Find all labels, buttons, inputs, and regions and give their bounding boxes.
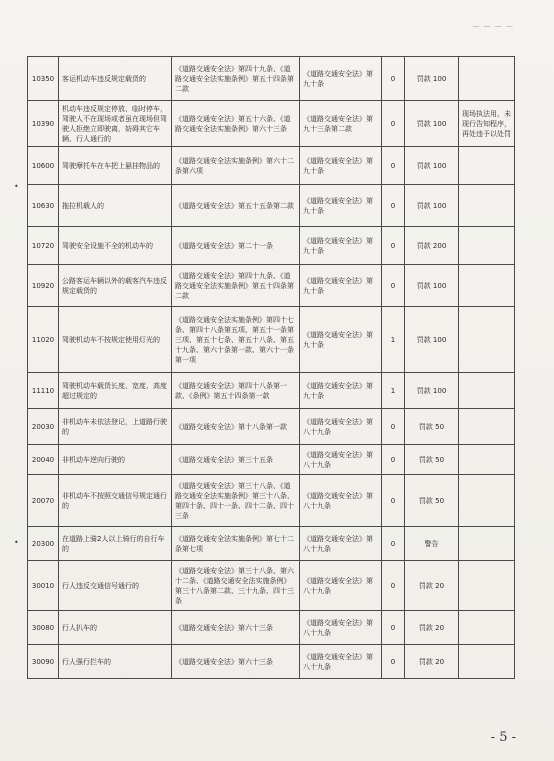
demerit-points: 0 [382, 265, 405, 307]
penalty-basis: 《道路交通安全法》第八十九条 [300, 645, 382, 679]
remark [459, 527, 515, 561]
fine-amount: 罚款 20 [405, 645, 459, 679]
violation-description: 行人扒车的 [59, 611, 172, 645]
penalty-basis: 《道路交通安全法》第九十条 [300, 307, 382, 373]
fine-amount: 罚款 100 [405, 265, 459, 307]
legal-provision: 《道路交通安全法》第六十三条 [172, 645, 300, 679]
violation-code: 10350 [28, 57, 59, 101]
remark [459, 57, 515, 101]
header-scribble: — — — — [472, 22, 514, 30]
fine-amount: 罚款 50 [405, 475, 459, 527]
legal-provision: 《道路交通安全法》第四十九条、《道路交通安全法实施条例》第五十四条第二款 [172, 57, 300, 101]
table-row [28, 645, 515, 679]
legal-provision: 《道路交通安全法》第五十六条、《道路交通安全法实施条例》第六十三条 [172, 101, 300, 147]
violation-description: 驾驶安全设施不全的机动车的 [59, 227, 172, 265]
violation-description: 非机动车未依法登记，上道路行驶的 [59, 409, 172, 445]
legal-provision: 《道路交通安全法实施条例》第四十七条、第四十八条第五项、第五十一条第三项、第五十七条、第五十八条、第五十九条、第六十条第一款、第六十一条第一项 [172, 307, 300, 373]
violations-table [27, 56, 515, 679]
violation-code: 10630 [28, 185, 59, 227]
violation-description: 驾驶摩托车在车把上悬挂物品的 [59, 147, 172, 185]
demerit-points: 1 [382, 307, 405, 373]
fine-amount: 罚款 100 [405, 307, 459, 373]
violation-code: 30080 [28, 611, 59, 645]
violation-description: 行人强行拦车的 [59, 645, 172, 679]
penalty-basis: 《道路交通安全法》第八十九条 [300, 611, 382, 645]
margin-mark: • [14, 538, 19, 547]
table-row [28, 147, 515, 185]
legal-provision: 《道路交通安全法》第二十一条 [172, 227, 300, 265]
penalty-basis: 《道路交通安全法》第八十九条 [300, 445, 382, 475]
remark [459, 561, 515, 611]
legal-provision: 《道路交通安全法》第四十八条第一款、《条例》第五十四条第一款 [172, 373, 300, 409]
fine-amount: 罚款 200 [405, 227, 459, 265]
fine-amount: 警告 [405, 527, 459, 561]
demerit-points: 0 [382, 57, 405, 101]
remark [459, 373, 515, 409]
penalty-basis: 《道路交通安全法》第九十条 [300, 265, 382, 307]
violation-code: 20030 [28, 409, 59, 445]
fine-amount: 罚款 20 [405, 561, 459, 611]
violation-description: 非机动车不按照交通信号规定通行的 [59, 475, 172, 527]
penalty-basis: 《道路交通安全法》第九十三条第二款 [300, 101, 382, 147]
violation-code: 30090 [28, 645, 59, 679]
table-row [28, 527, 515, 561]
remark [459, 645, 515, 679]
remark [459, 265, 515, 307]
legal-provision: 《道路交通安全法》第六十三条 [172, 611, 300, 645]
legal-provision: 《道路交通安全法》第三十八条、第六十二条、《道路交通安全法实施条例》第三十八条第二款、三十九条、四十三条 [172, 561, 300, 611]
penalty-basis: 《道路交通安全法》第八十九条 [300, 527, 382, 561]
demerit-points: 0 [382, 101, 405, 147]
table-row [28, 101, 515, 147]
margin-mark: • [14, 182, 19, 191]
violation-description: 在道路上骑2人以上骑行的自行车的 [59, 527, 172, 561]
fine-amount: 罚款 100 [405, 147, 459, 185]
demerit-points: 0 [382, 611, 405, 645]
legal-provision: 《道路交通安全法》第十八条第一款 [172, 409, 300, 445]
violation-description: 驾驶机动车不按规定使用灯光的 [59, 307, 172, 373]
violation-code: 11020 [28, 307, 59, 373]
violation-description: 机动车违反规定停放、临时停车，驾驶人不在现场或者虽在现场但驾驶人拒绝立即驶离，妨碍其它车辆、行人通行的 [59, 101, 172, 147]
violation-description: 非机动车逆向行驶的 [59, 445, 172, 475]
remark [459, 475, 515, 527]
table-row [28, 307, 515, 373]
legal-provision: 《道路交通安全法》第四十九条、《道路交通安全法实施条例》第五十四条第二款 [172, 265, 300, 307]
legal-provision: 《道路交通安全法》第三十八条、《道路交通安全法实施条例》第三十八条、第四十条、四十一条、四十二条、四十三条 [172, 475, 300, 527]
violation-code: 10920 [28, 265, 59, 307]
violation-code: 20040 [28, 445, 59, 475]
demerit-points: 0 [382, 227, 405, 265]
demerit-points: 0 [382, 527, 405, 561]
table-row [28, 227, 515, 265]
penalty-basis: 《道路交通安全法》第九十条 [300, 185, 382, 227]
violation-description: 拖拉机载人的 [59, 185, 172, 227]
penalty-basis: 《道路交通安全法》第九十条 [300, 147, 382, 185]
legal-provision: 《道路交通安全法实施条例》第六十二条第六项 [172, 147, 300, 185]
table-row [28, 475, 515, 527]
penalty-basis: 《道路交通安全法》第八十九条 [300, 409, 382, 445]
fine-amount: 罚款 100 [405, 185, 459, 227]
table-row [28, 611, 515, 645]
demerit-points: 0 [382, 645, 405, 679]
table-row [28, 57, 515, 101]
remark [459, 307, 515, 373]
remark [459, 185, 515, 227]
demerit-points: 0 [382, 445, 405, 475]
table-row [28, 185, 515, 227]
penalty-basis: 《道路交通安全法》第八十九条 [300, 475, 382, 527]
penalty-basis: 《道路交通安全法》第九十条 [300, 373, 382, 409]
remark [459, 445, 515, 475]
legal-provision: 《道路交通安全法》第三十五条 [172, 445, 300, 475]
demerit-points: 0 [382, 185, 405, 227]
remark [459, 147, 515, 185]
fine-amount: 罚款 100 [405, 101, 459, 147]
demerit-points: 0 [382, 561, 405, 611]
violation-description: 行人违反交通信号通行的 [59, 561, 172, 611]
table-row [28, 409, 515, 445]
fine-amount: 罚款 50 [405, 409, 459, 445]
legal-provision: 《道路交通安全法》第五十五条第二款 [172, 185, 300, 227]
violation-code: 10600 [28, 147, 59, 185]
table-row [28, 445, 515, 475]
penalty-basis: 《道路交通安全法》第九十条 [300, 57, 382, 101]
table-row [28, 373, 515, 409]
violation-code: 10720 [28, 227, 59, 265]
demerit-points: 0 [382, 147, 405, 185]
demerit-points: 0 [382, 475, 405, 527]
demerit-points: 0 [382, 409, 405, 445]
page-number: - 5 - [490, 730, 516, 745]
remark [459, 611, 515, 645]
penalty-basis: 《道路交通安全法》第九十条 [300, 227, 382, 265]
violation-code: 20070 [28, 475, 59, 527]
penalty-basis: 《道路交通安全法》第八十九条 [300, 561, 382, 611]
table-row [28, 561, 515, 611]
table-row [28, 265, 515, 307]
violation-code: 20300 [28, 527, 59, 561]
violation-description: 客运机动车违反规定载货的 [59, 57, 172, 101]
fine-amount: 罚款 100 [405, 57, 459, 101]
remark: 现场执法用，未现行告知程序，再处违予以处罚 [459, 101, 515, 147]
violation-description: 驾驶机动车载货长度、宽度、高度超过规定的 [59, 373, 172, 409]
violation-description: 公路客运车辆以外的载客汽车违反规定载货的 [59, 265, 172, 307]
remark [459, 409, 515, 445]
legal-provision: 《道路交通安全法实施条例》第七十二条第七项 [172, 527, 300, 561]
violation-code: 11110 [28, 373, 59, 409]
fine-amount: 罚款 20 [405, 611, 459, 645]
fine-amount: 罚款 100 [405, 373, 459, 409]
violation-code: 30010 [28, 561, 59, 611]
remark [459, 227, 515, 265]
violation-code: 10390 [28, 101, 59, 147]
demerit-points: 1 [382, 373, 405, 409]
fine-amount: 罚款 50 [405, 445, 459, 475]
